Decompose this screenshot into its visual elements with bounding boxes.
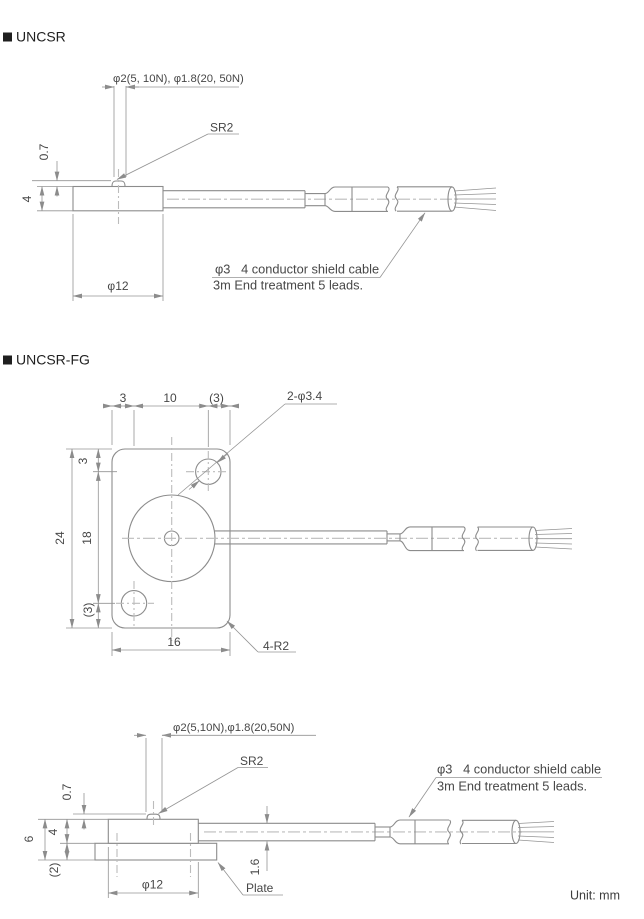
lead-wires	[535, 529, 572, 550]
uncsr-fg-top-dims	[103, 391, 239, 447]
cable-diameter-dim: 1.6	[248, 858, 262, 876]
uncsr-body	[73, 169, 163, 224]
body-height-dim: 4	[46, 828, 60, 836]
cable-break-right	[395, 187, 398, 211]
uncsr-fg-side-cable	[198, 820, 554, 844]
button-height-dim: 0.7	[37, 143, 51, 161]
dim-16-bottom: 16	[167, 635, 181, 649]
cable-note-line1: φ3 4 conductor shield cable	[215, 261, 380, 277]
cable-note-line2: 3m End treatment 5 leads.	[213, 277, 364, 293]
uncsr-fg-side-dims	[22, 722, 316, 898]
total-height-dim: 6	[22, 835, 36, 843]
plate-label: Plate	[246, 881, 274, 895]
uncsr-fg-top-callouts	[178, 389, 337, 653]
sr2-label: SR2	[240, 754, 264, 768]
body-height-dim: 4	[20, 195, 34, 203]
uncsr-fg-side-callouts	[159, 754, 603, 895]
section-uncsr-fg-header	[3, 352, 90, 368]
cable-break-left	[462, 527, 465, 551]
uncsr-fg-bottom-dims	[112, 632, 230, 656]
button-height-dim: 0.7	[60, 783, 74, 801]
sr2-label: SR2	[210, 120, 234, 135]
dim-3-top: 3	[119, 391, 127, 405]
uncsr-fg-left-dims	[53, 449, 117, 628]
uncsr-fg-top-view	[53, 389, 572, 656]
uncsr-fg-side-view	[22, 722, 602, 898]
lead-wires	[454, 188, 496, 211]
body-diameter-dim: φ12	[107, 279, 129, 293]
section-uncsr-header	[3, 29, 66, 45]
hole-callout-label: 2-φ3.4	[287, 389, 323, 403]
tip-diameter-label: φ2(5, 10N), φ1.8(20, 50N)	[113, 73, 244, 85]
cable-note-line1: φ3 4 conductor shield cable	[437, 761, 602, 777]
dim-3p-left: (3)	[81, 602, 95, 618]
cable-note-line2: 3m End treatment 5 leads.	[437, 778, 588, 794]
tip-diameter-label: φ2(5,10N),φ1.8(20,50N)	[173, 722, 295, 734]
dim-18-left: 18	[80, 531, 94, 545]
section-marker-square	[3, 33, 12, 42]
plate-height-dim: (2)	[47, 862, 61, 878]
body-diameter-dim: φ12	[141, 877, 164, 892]
section-title-uncsr-fg: UNCSR-FG	[16, 351, 90, 368]
corner-radius-label: 4-R2	[263, 639, 290, 653]
section-title-uncsr: UNCSR	[16, 28, 66, 45]
section-uncsr-fg	[3, 352, 602, 899]
uncsr-cable	[163, 187, 496, 212]
plate-outline	[95, 843, 217, 860]
dim-3-left: 3	[76, 457, 90, 465]
uncsr-fg-top-cable	[215, 527, 573, 551]
section-uncsr	[3, 29, 496, 302]
dim-24-left: 24	[53, 531, 67, 545]
dim-3p-top: (3)	[209, 391, 224, 405]
lead-wires	[518, 822, 554, 843]
unit-label: Unit: mm	[570, 888, 620, 903]
dim-10-top: 10	[163, 391, 177, 405]
section-marker-square	[3, 356, 12, 365]
cable-break-right	[476, 527, 479, 551]
